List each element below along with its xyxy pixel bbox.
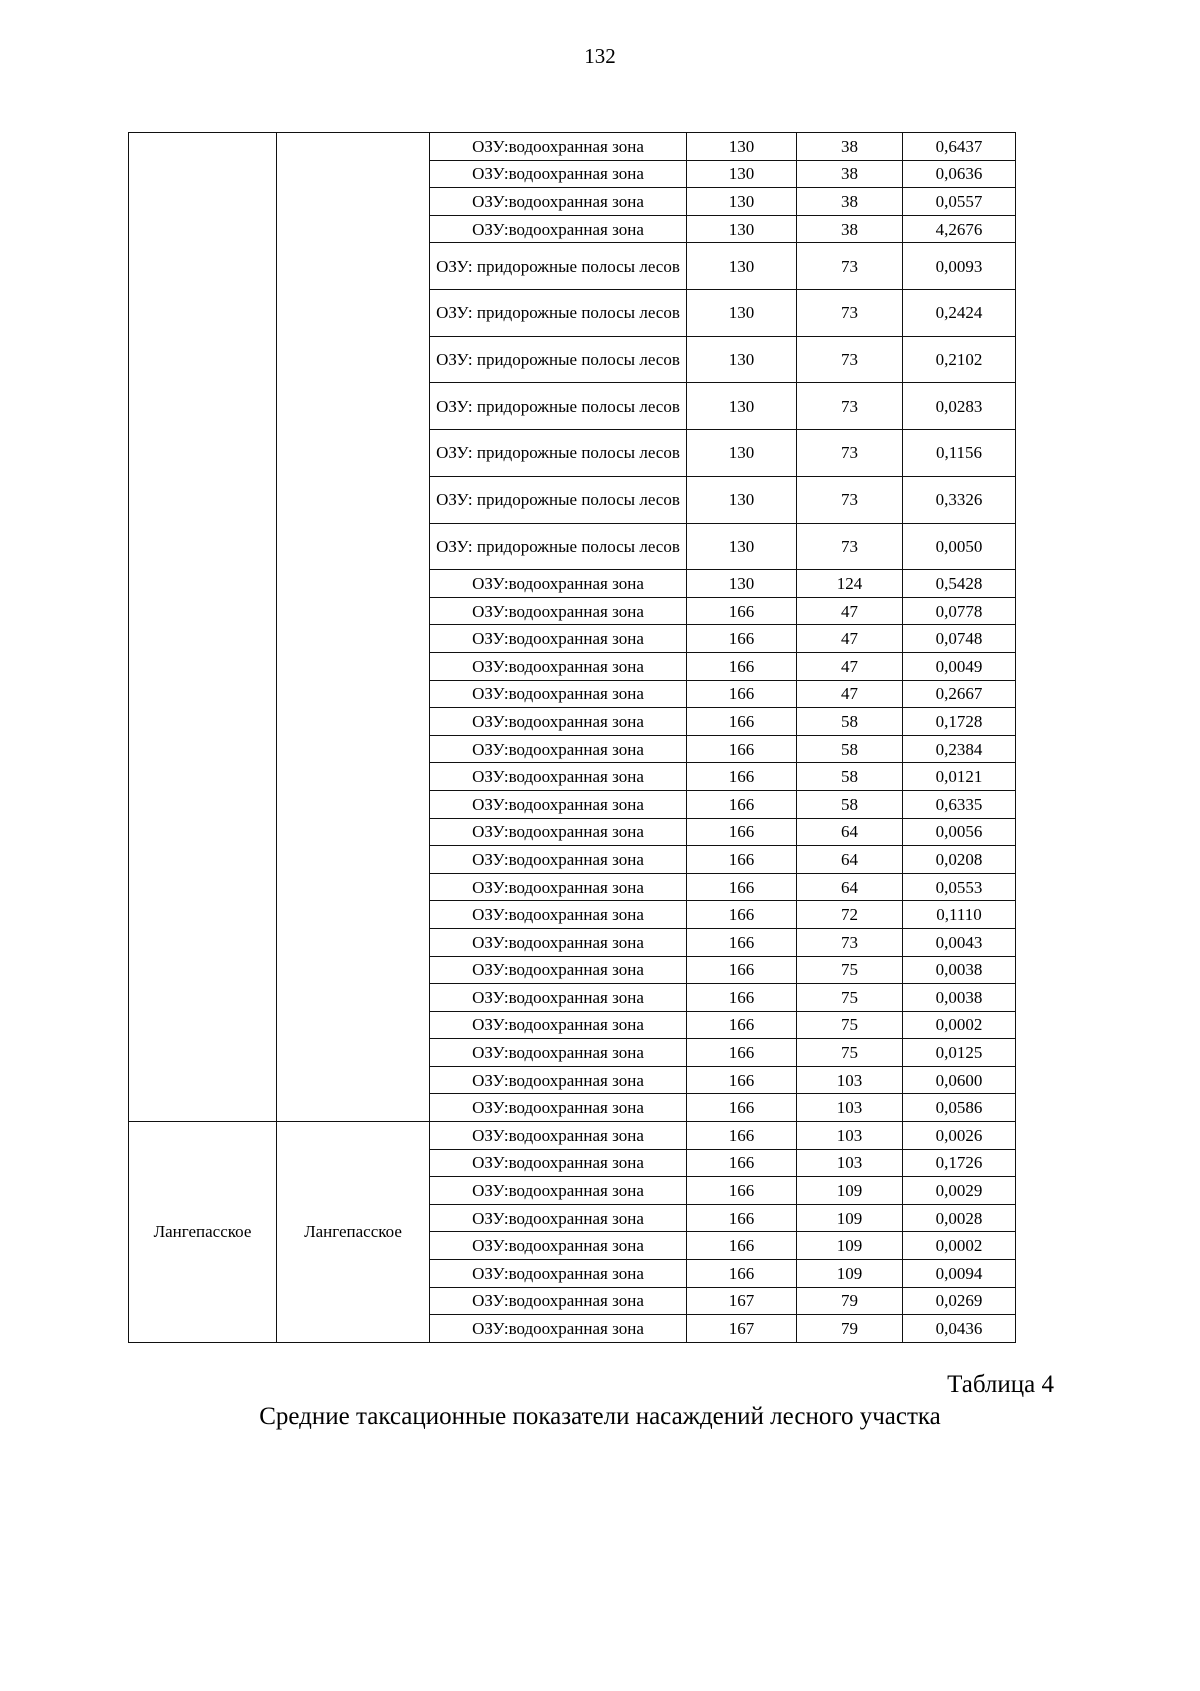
zone-cell: ОЗУ:водоохранная зона [430,1315,687,1343]
section-cell: 38 [797,188,903,216]
section-cell: 124 [797,570,903,598]
section-cell: 109 [797,1232,903,1260]
area-cell: 0,0586 [903,1094,1016,1122]
table-row [129,133,1016,161]
quarter-cell: 130 [687,215,797,243]
section-cell: 58 [797,790,903,818]
zone-cell: ОЗУ: придорожные полосы лесов [430,476,687,523]
quarter-cell: 130 [687,336,797,383]
quarter-cell: 130 [687,160,797,188]
area-cell: 0,0093 [903,243,1016,290]
zone-cell: ОЗУ: придорожные полосы лесов [430,290,687,337]
zone-cell: ОЗУ:водоохранная зона [430,215,687,243]
zone-cell: ОЗУ:водоохранная зона [430,188,687,216]
quarter-cell: 167 [687,1315,797,1343]
quarter-cell: 166 [687,1260,797,1288]
quarter-cell: 166 [687,818,797,846]
section-cell: 103 [797,1149,903,1177]
section-cell: 79 [797,1287,903,1315]
quarter-cell: 130 [687,476,797,523]
quarter-cell: 166 [687,873,797,901]
area-cell: 0,0038 [903,984,1016,1012]
section-cell: 38 [797,215,903,243]
section-cell: 58 [797,763,903,791]
section-cell: 73 [797,476,903,523]
quarter-cell: 166 [687,846,797,874]
zone-cell: ОЗУ:водоохранная зона [430,597,687,625]
section-cell: 103 [797,1066,903,1094]
quarter-cell: 166 [687,984,797,1012]
quarter-cell: 166 [687,1094,797,1122]
section-cell: 73 [797,243,903,290]
quarter-cell: 166 [687,1204,797,1232]
section-cell: 38 [797,160,903,188]
zone-cell: ОЗУ:водоохранная зона [430,901,687,929]
quarter-cell: 166 [687,1011,797,1039]
section-cell: 64 [797,846,903,874]
section-cell: 47 [797,652,903,680]
section-cell: 109 [797,1204,903,1232]
section-cell: 75 [797,984,903,1012]
quarter-cell: 130 [687,188,797,216]
area-cell: 0,0283 [903,383,1016,430]
forest-plots-table [128,132,1016,1343]
zone-cell: ОЗУ:водоохранная зона [430,1011,687,1039]
zone-cell: ОЗУ:водоохранная зона [430,846,687,874]
quarter-cell: 166 [687,652,797,680]
section-cell: 47 [797,597,903,625]
area-cell: 0,6335 [903,790,1016,818]
zone-cell: ОЗУ:водоохранная зона [430,984,687,1012]
zone-cell: ОЗУ:водоохранная зона [430,1094,687,1122]
quarter-cell: 166 [687,735,797,763]
section-cell: 75 [797,1039,903,1067]
zone-cell: ОЗУ:водоохранная зона [430,818,687,846]
area-cell: 0,0050 [903,523,1016,570]
quarter-cell: 166 [687,790,797,818]
area-cell: 0,2424 [903,290,1016,337]
forestry-cell: Лангепасское [129,1122,277,1343]
quarter-cell: 130 [687,430,797,477]
section-cell: 73 [797,336,903,383]
zone-cell: ОЗУ:водоохранная зона [430,133,687,161]
quarter-cell: 166 [687,597,797,625]
zone-cell: ОЗУ:водоохранная зона [430,1204,687,1232]
zone-cell: ОЗУ:водоохранная зона [430,790,687,818]
area-cell: 0,0043 [903,928,1016,956]
section-cell: 47 [797,680,903,708]
zone-cell: ОЗУ:водоохранная зона [430,570,687,598]
area-cell: 0,0600 [903,1066,1016,1094]
area-cell: 0,0094 [903,1260,1016,1288]
section-cell: 47 [797,625,903,653]
zone-cell: ОЗУ: придорожные полосы лесов [430,383,687,430]
quarter-cell: 166 [687,763,797,791]
page-number: 132 [584,44,616,68]
area-cell: 0,1110 [903,901,1016,929]
zone-cell: ОЗУ:водоохранная зона [430,160,687,188]
area-cell: 0,0208 [903,846,1016,874]
section-cell: 73 [797,430,903,477]
zone-cell: ОЗУ:водоохранная зона [430,1260,687,1288]
zone-cell: ОЗУ:водоохранная зона [430,873,687,901]
section-cell: 103 [797,1122,903,1150]
table-title: Средние таксационные показатели насаждений лесного участка [259,1403,941,1430]
section-cell: 79 [797,1315,903,1343]
area-cell: 0,1726 [903,1149,1016,1177]
area-cell: 0,0748 [903,625,1016,653]
section-cell: 109 [797,1177,903,1205]
zone-cell: ОЗУ:водоохранная зона [430,1232,687,1260]
area-cell: 0,0636 [903,160,1016,188]
area-cell: 4,2676 [903,215,1016,243]
area-cell: 0,0056 [903,818,1016,846]
district-cell: Лангепасское [277,1122,430,1343]
section-cell: 64 [797,818,903,846]
quarter-cell: 166 [687,1066,797,1094]
district-cell [277,133,430,1122]
quarter-cell: 166 [687,1232,797,1260]
area-cell: 0,3326 [903,476,1016,523]
section-cell: 75 [797,1011,903,1039]
section-cell: 109 [797,1260,903,1288]
quarter-cell: 166 [687,928,797,956]
zone-cell: ОЗУ:водоохранная зона [430,1122,687,1150]
quarter-cell: 130 [687,133,797,161]
zone-cell: ОЗУ: придорожные полосы лесов [430,243,687,290]
zone-cell: ОЗУ:водоохранная зона [430,708,687,736]
forestry-cell [129,133,277,1122]
area-cell: 0,2667 [903,680,1016,708]
area-cell: 0,0029 [903,1177,1016,1205]
zone-cell: ОЗУ: придорожные полосы лесов [430,430,687,477]
zone-cell: ОЗУ: придорожные полосы лесов [430,523,687,570]
section-cell: 73 [797,290,903,337]
area-cell: 0,0026 [903,1122,1016,1150]
zone-cell: ОЗУ:водоохранная зона [430,652,687,680]
area-cell: 0,0269 [903,1287,1016,1315]
area-cell: 0,5428 [903,570,1016,598]
area-cell: 0,2102 [903,336,1016,383]
quarter-cell: 166 [687,1122,797,1150]
area-cell: 0,1728 [903,708,1016,736]
section-cell: 72 [797,901,903,929]
quarter-cell: 130 [687,570,797,598]
zone-cell: ОЗУ:водоохранная зона [430,1039,687,1067]
zone-cell: ОЗУ:водоохранная зона [430,1149,687,1177]
quarter-cell: 167 [687,1287,797,1315]
area-cell: 0,0553 [903,873,1016,901]
section-cell: 58 [797,735,903,763]
section-cell: 103 [797,1094,903,1122]
zone-cell: ОЗУ: придорожные полосы лесов [430,336,687,383]
section-cell: 73 [797,523,903,570]
zone-cell: ОЗУ:водоохранная зона [430,625,687,653]
section-cell: 73 [797,383,903,430]
zone-cell: ОЗУ:водоохранная зона [430,735,687,763]
quarter-cell: 166 [687,680,797,708]
area-cell: 0,0028 [903,1204,1016,1232]
zone-cell: ОЗУ:водоохранная зона [430,1177,687,1205]
quarter-cell: 130 [687,383,797,430]
area-cell: 0,0557 [903,188,1016,216]
zone-cell: ОЗУ:водоохранная зона [430,956,687,984]
area-cell: 0,0778 [903,597,1016,625]
quarter-cell: 166 [687,1149,797,1177]
section-cell: 64 [797,873,903,901]
zone-cell: ОЗУ:водоохранная зона [430,1287,687,1315]
table-number: Таблица 4 [947,1371,1054,1398]
area-cell: 0,0002 [903,1011,1016,1039]
area-cell: 0,1156 [903,430,1016,477]
section-cell: 58 [797,708,903,736]
quarter-cell: 166 [687,956,797,984]
section-cell: 73 [797,928,903,956]
area-cell: 0,0125 [903,1039,1016,1067]
area-cell: 0,0436 [903,1315,1016,1343]
quarter-cell: 166 [687,901,797,929]
area-cell: 0,0038 [903,956,1016,984]
quarter-cell: 130 [687,243,797,290]
section-cell: 38 [797,133,903,161]
table-body [129,133,1016,1343]
zone-cell: ОЗУ:водоохранная зона [430,680,687,708]
quarter-cell: 166 [687,625,797,653]
zone-cell: ОЗУ:водоохранная зона [430,928,687,956]
quarter-cell: 166 [687,1039,797,1067]
quarter-cell: 130 [687,290,797,337]
area-cell: 0,6437 [903,133,1016,161]
quarter-cell: 130 [687,523,797,570]
section-cell: 75 [797,956,903,984]
quarter-cell: 166 [687,708,797,736]
quarter-cell: 166 [687,1177,797,1205]
area-cell: 0,0002 [903,1232,1016,1260]
area-cell: 0,2384 [903,735,1016,763]
table-row [129,1122,1016,1150]
zone-cell: ОЗУ:водоохранная зона [430,1066,687,1094]
area-cell: 0,0049 [903,652,1016,680]
area-cell: 0,0121 [903,763,1016,791]
zone-cell: ОЗУ:водоохранная зона [430,763,687,791]
